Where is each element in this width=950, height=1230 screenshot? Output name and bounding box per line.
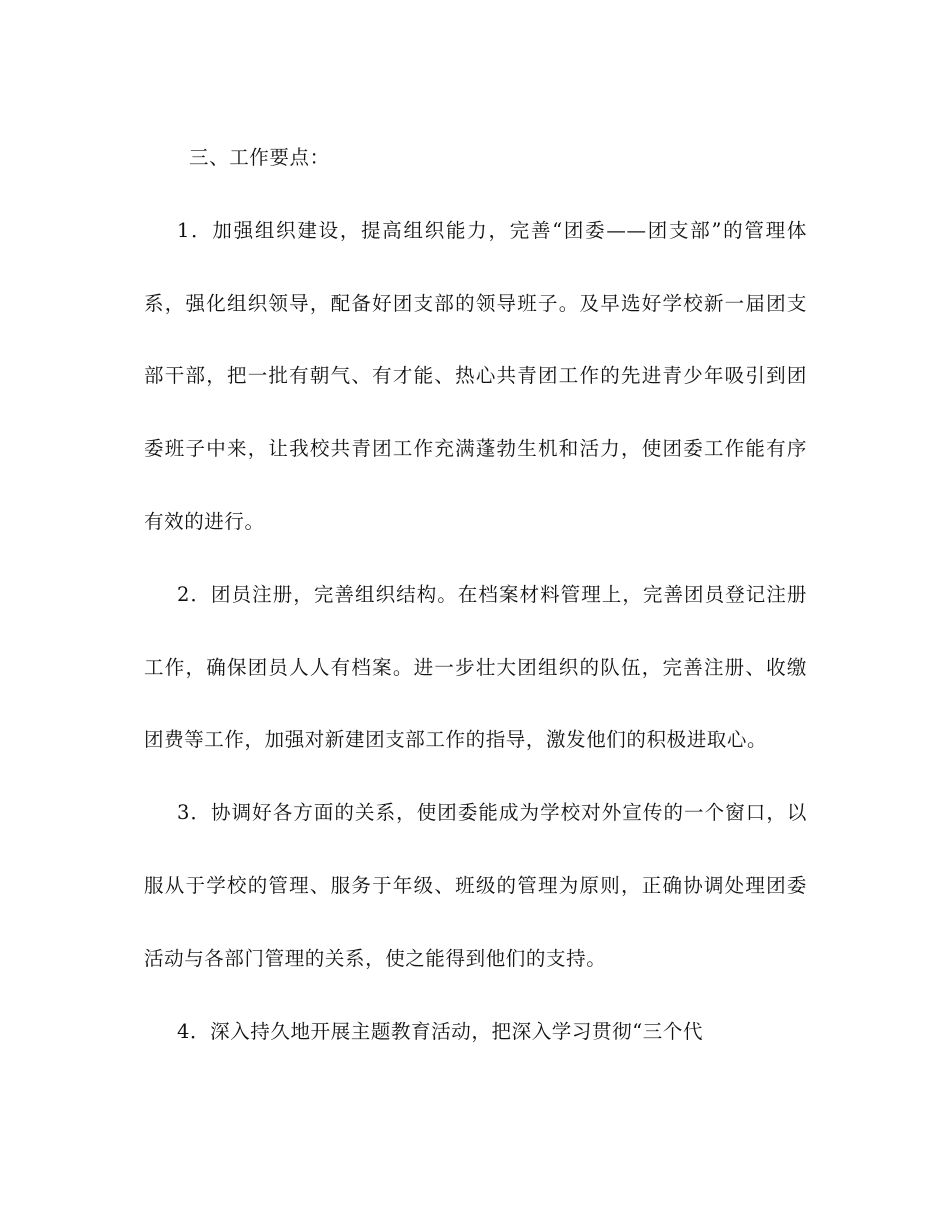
section-heading: 三、工作要点： (189, 146, 330, 169)
paragraph-2: 2．团员注册，完善组织结构。在档案材料管理上，完善团员登记注册工作，确保团员人人有档案。进一步壮大团组织的队伍，完善注册、收缴团费等工作，加强对新建团支部工作的指导，激发他们的积极进取心。 (144, 582, 807, 752)
paragraph-3: 3．协调好各方面的关系，使团委能成为学校对外宣传的一个窗口，以服从于学校的管理、服务于年级、班级的管理为原则，正确协调处理团委活动与各部门管理的关系，使之能得到他们的支持。 (144, 801, 807, 970)
paragraph-4: 4．深入持久地开展主题教育活动，把深入学习贯彻“三个代 (177, 1019, 704, 1043)
document-body (144, 122, 807, 1068)
paragraph-1: 1．加强组织建设，提高组织能力，完善“团委——团支部”的管理体系，强化组织领导，配备好团支部的领导班子。及早选好学校新一届团支部干部，把一批有朝气、有才能、热心共青团工作的先进青少年吸引到团委班子中来，让我校共青团工作充满蓬勃生机和活力，使团委工作能有序有效的进行。 (144, 218, 807, 533)
